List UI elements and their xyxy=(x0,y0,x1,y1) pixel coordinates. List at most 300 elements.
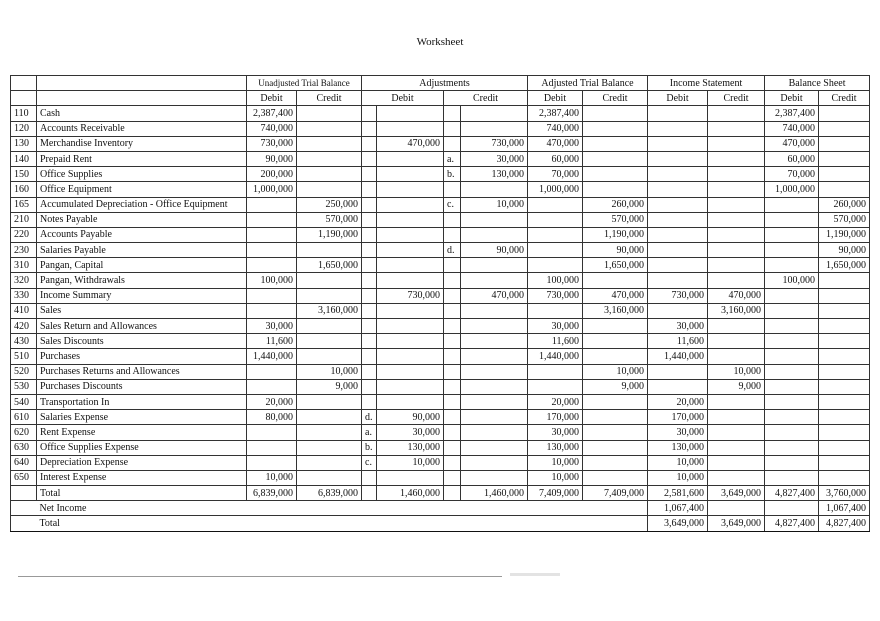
adj-credit-ref xyxy=(444,394,461,409)
table-row xyxy=(11,394,870,409)
is-debit xyxy=(648,197,708,212)
atb-credit xyxy=(583,106,648,121)
is-credit xyxy=(708,182,765,197)
table-row xyxy=(11,425,870,440)
account-name: Rent Expense xyxy=(37,425,247,440)
bs-credit xyxy=(819,106,870,121)
adj-credit xyxy=(461,425,528,440)
is-credit xyxy=(708,258,765,273)
adj-credit xyxy=(461,319,528,334)
utb-debit: 10,000 xyxy=(247,470,297,485)
bs-debit: 100,000 xyxy=(765,273,819,288)
utb-credit xyxy=(297,470,362,485)
bs-credit xyxy=(819,167,870,182)
page-title: Worksheet xyxy=(416,36,464,48)
is-debit: 20,000 xyxy=(648,394,708,409)
table-row xyxy=(11,470,870,485)
utb-credit xyxy=(297,334,362,349)
adj-debit-ref xyxy=(362,273,377,288)
table-row xyxy=(11,455,870,470)
adj-credit-ref: b. xyxy=(444,167,461,182)
account-name: Sales Return and Allowances xyxy=(37,319,247,334)
adj-debit-ref xyxy=(362,167,377,182)
utb-credit xyxy=(297,440,362,455)
utb-credit xyxy=(297,182,362,197)
is-credit xyxy=(708,167,765,182)
adj-credit xyxy=(461,440,528,455)
is-credit xyxy=(708,136,765,151)
adj-credit xyxy=(461,334,528,349)
net-income-label: Net Income xyxy=(37,501,648,516)
footer-mark xyxy=(510,573,560,576)
is-credit xyxy=(708,349,765,364)
bs-credit xyxy=(819,364,870,379)
group-header-income: Income Statement xyxy=(648,76,765,91)
account-name: Salaries Expense xyxy=(37,410,247,425)
header-blank xyxy=(11,91,37,106)
grand-total-row xyxy=(11,516,870,531)
adj-credit-ref xyxy=(444,455,461,470)
account-number: 620 xyxy=(11,425,37,440)
adj-debit-ref xyxy=(362,364,377,379)
utb-credit: 3,160,000 xyxy=(297,303,362,318)
adj-debit-ref: a. xyxy=(362,425,377,440)
cell-blank xyxy=(362,486,377,501)
is-credit: 9,000 xyxy=(708,379,765,394)
adj-credit-ref xyxy=(444,106,461,121)
adj-credit: 130,000 xyxy=(461,167,528,182)
adj-credit-ref xyxy=(444,227,461,242)
atb-debit: 11,600 xyxy=(528,334,583,349)
utb-debit xyxy=(247,440,297,455)
atb-credit: 1,650,000 xyxy=(583,258,648,273)
adj-debit xyxy=(377,227,444,242)
is-debit xyxy=(648,227,708,242)
utb-debit: 730,000 xyxy=(247,136,297,151)
utb-credit xyxy=(297,410,362,425)
is-credit xyxy=(708,410,765,425)
adj-debit xyxy=(377,273,444,288)
utb-debit xyxy=(247,258,297,273)
atb-debit: 30,000 xyxy=(528,319,583,334)
atb-debit xyxy=(528,197,583,212)
atb-credit: 1,190,000 xyxy=(583,227,648,242)
utb-debit: 1,000,000 xyxy=(247,182,297,197)
utb-credit xyxy=(297,243,362,258)
atb-credit: 470,000 xyxy=(583,288,648,303)
bs-credit: 260,000 xyxy=(819,197,870,212)
utb-debit xyxy=(247,425,297,440)
total-atb-credit: 7,409,000 xyxy=(583,486,648,501)
is-credit xyxy=(708,273,765,288)
account-name: Office Supplies xyxy=(37,167,247,182)
account-number: 220 xyxy=(11,227,37,242)
is-debit: 11,600 xyxy=(648,334,708,349)
utb-credit: 1,190,000 xyxy=(297,227,362,242)
account-number: 210 xyxy=(11,212,37,227)
table-row xyxy=(11,227,870,242)
utb-credit: 1,650,000 xyxy=(297,258,362,273)
header-blank xyxy=(37,91,247,106)
is-credit xyxy=(708,470,765,485)
adj-credit xyxy=(461,182,528,197)
account-name: Accumulated Depreciation - Office Equipment xyxy=(37,197,247,212)
utb-debit: 100,000 xyxy=(247,273,297,288)
atb-debit: 170,000 xyxy=(528,410,583,425)
is-debit xyxy=(648,182,708,197)
adj-credit-ref xyxy=(444,258,461,273)
account-number: 150 xyxy=(11,167,37,182)
utb-credit: 250,000 xyxy=(297,197,362,212)
adj-credit xyxy=(461,303,528,318)
is-credit xyxy=(708,106,765,121)
table-row xyxy=(11,319,870,334)
adj-credit-ref xyxy=(444,334,461,349)
account-name: Office Supplies Expense xyxy=(37,440,247,455)
utb-credit xyxy=(297,349,362,364)
account-number: 610 xyxy=(11,410,37,425)
adj-debit-ref xyxy=(362,106,377,121)
utb-debit xyxy=(247,212,297,227)
table-row xyxy=(11,151,870,166)
table-row xyxy=(11,106,870,121)
is-credit: 10,000 xyxy=(708,364,765,379)
adj-debit-ref xyxy=(362,303,377,318)
utb-debit: 30,000 xyxy=(247,319,297,334)
account-name: Transportation In xyxy=(37,394,247,409)
is-debit xyxy=(648,151,708,166)
adj-debit-ref xyxy=(362,349,377,364)
group-header-row xyxy=(11,76,870,91)
adj-debit-ref xyxy=(362,258,377,273)
utb-credit xyxy=(297,121,362,136)
adj-credit xyxy=(461,227,528,242)
adj-credit-ref xyxy=(444,364,461,379)
adj-credit xyxy=(461,455,528,470)
account-name: Merchandise Inventory xyxy=(37,136,247,151)
bs-debit xyxy=(765,470,819,485)
is-credit xyxy=(708,440,765,455)
bs-credit: 570,000 xyxy=(819,212,870,227)
atb-debit: 20,000 xyxy=(528,394,583,409)
total-label: Total xyxy=(37,486,247,501)
bs-debit xyxy=(765,212,819,227)
bs-debit xyxy=(765,258,819,273)
atb-debit xyxy=(528,258,583,273)
account-number: 510 xyxy=(11,349,37,364)
bs-debit xyxy=(765,319,819,334)
adj-credit xyxy=(461,121,528,136)
atb-debit: 730,000 xyxy=(528,288,583,303)
total-adj-debit: 1,460,000 xyxy=(377,486,444,501)
bs-debit xyxy=(765,288,819,303)
bs-debit xyxy=(765,425,819,440)
adj-debit: 10,000 xyxy=(377,455,444,470)
adj-debit-ref xyxy=(362,379,377,394)
adj-credit-ref xyxy=(444,182,461,197)
atb-debit xyxy=(528,303,583,318)
bs-debit xyxy=(765,455,819,470)
account-name: Office Equipment xyxy=(37,182,247,197)
is-credit: 3,160,000 xyxy=(708,303,765,318)
is-credit xyxy=(708,425,765,440)
adj-credit-ref xyxy=(444,303,461,318)
adj-debit-ref xyxy=(362,197,377,212)
atb-credit: 570,000 xyxy=(583,212,648,227)
grand-total-is-debit: 3,649,000 xyxy=(648,516,708,531)
bs-debit: 2,387,400 xyxy=(765,106,819,121)
table-row xyxy=(11,212,870,227)
is-credit xyxy=(708,212,765,227)
adj-credit-ref xyxy=(444,349,461,364)
account-number: 530 xyxy=(11,379,37,394)
atb-credit xyxy=(583,440,648,455)
bs-debit xyxy=(765,394,819,409)
account-name: Cash xyxy=(37,106,247,121)
account-name: Purchases Returns and Allowances xyxy=(37,364,247,379)
account-name: Purchases xyxy=(37,349,247,364)
footer-divider xyxy=(18,576,502,577)
account-name: Accounts Payable xyxy=(37,227,247,242)
utb-credit: 570,000 xyxy=(297,212,362,227)
is-debit: 170,000 xyxy=(648,410,708,425)
account-number: 520 xyxy=(11,364,37,379)
adj-credit-ref xyxy=(444,212,461,227)
utb-debit xyxy=(247,197,297,212)
atb-credit: 9,000 xyxy=(583,379,648,394)
table-row xyxy=(11,303,870,318)
adj-credit xyxy=(461,212,528,227)
cell-blank xyxy=(11,486,37,501)
bs-credit xyxy=(819,379,870,394)
bs-debit: 740,000 xyxy=(765,121,819,136)
is-debit xyxy=(648,258,708,273)
bs-credit xyxy=(819,151,870,166)
is-credit-header: Credit xyxy=(708,91,765,106)
net-income-is-debit: 1,067,400 xyxy=(648,501,708,516)
total-bs-debit: 4,827,400 xyxy=(765,486,819,501)
is-credit xyxy=(708,243,765,258)
utb-credit-header: Credit xyxy=(297,91,362,106)
is-credit xyxy=(708,227,765,242)
adj-debit xyxy=(377,303,444,318)
is-debit: 1,440,000 xyxy=(648,349,708,364)
is-credit: 470,000 xyxy=(708,288,765,303)
adj-credit: 90,000 xyxy=(461,243,528,258)
adj-credit xyxy=(461,106,528,121)
account-number: 165 xyxy=(11,197,37,212)
atb-credit: 90,000 xyxy=(583,243,648,258)
adj-credit-ref: c. xyxy=(444,197,461,212)
account-name: Notes Payable xyxy=(37,212,247,227)
adj-debit-ref xyxy=(362,182,377,197)
atb-credit xyxy=(583,410,648,425)
utb-debit: 11,600 xyxy=(247,334,297,349)
atb-debit: 740,000 xyxy=(528,121,583,136)
adj-debit-ref: b. xyxy=(362,440,377,455)
table-row xyxy=(11,182,870,197)
adj-debit xyxy=(377,212,444,227)
is-credit xyxy=(708,151,765,166)
utb-credit xyxy=(297,151,362,166)
atb-credit xyxy=(583,455,648,470)
adj-credit-ref xyxy=(444,136,461,151)
utb-debit xyxy=(247,364,297,379)
bs-credit-header: Credit xyxy=(819,91,870,106)
utb-debit xyxy=(247,379,297,394)
bs-credit xyxy=(819,349,870,364)
utb-debit xyxy=(247,303,297,318)
bs-debit xyxy=(765,349,819,364)
bs-credit xyxy=(819,410,870,425)
is-debit xyxy=(648,379,708,394)
bs-debit xyxy=(765,243,819,258)
adj-debit-ref xyxy=(362,151,377,166)
atb-credit xyxy=(583,334,648,349)
bs-credit xyxy=(819,182,870,197)
adj-credit xyxy=(461,273,528,288)
utb-credit: 9,000 xyxy=(297,379,362,394)
is-debit xyxy=(648,364,708,379)
utb-credit xyxy=(297,167,362,182)
table-row xyxy=(11,364,870,379)
adj-debit-ref xyxy=(362,227,377,242)
worksheet-table xyxy=(10,75,870,532)
total-utb-debit: 6,839,000 xyxy=(247,486,297,501)
atb-credit: 10,000 xyxy=(583,364,648,379)
atb-credit xyxy=(583,394,648,409)
bs-debit: 1,000,000 xyxy=(765,182,819,197)
adj-credit-ref xyxy=(444,470,461,485)
adj-debit-ref xyxy=(362,288,377,303)
atb-debit: 30,000 xyxy=(528,425,583,440)
account-number: 110 xyxy=(11,106,37,121)
atb-debit xyxy=(528,379,583,394)
cell-blank xyxy=(11,501,37,516)
is-debit-header: Debit xyxy=(648,91,708,106)
atb-credit: 3,160,000 xyxy=(583,303,648,318)
cell-blank xyxy=(444,486,461,501)
adj-credit xyxy=(461,364,528,379)
adj-debit: 470,000 xyxy=(377,136,444,151)
cell-blank xyxy=(765,501,819,516)
utb-debit xyxy=(247,243,297,258)
bs-credit xyxy=(819,288,870,303)
adj-credit xyxy=(461,349,528,364)
account-number: 230 xyxy=(11,243,37,258)
is-credit xyxy=(708,334,765,349)
adj-credit-ref: d. xyxy=(444,243,461,258)
is-debit: 130,000 xyxy=(648,440,708,455)
atb-debit: 10,000 xyxy=(528,470,583,485)
bs-credit xyxy=(819,334,870,349)
utb-debit xyxy=(247,227,297,242)
atb-credit xyxy=(583,182,648,197)
table-row xyxy=(11,167,870,182)
is-credit xyxy=(708,394,765,409)
adj-debit-ref xyxy=(362,243,377,258)
atb-credit xyxy=(583,425,648,440)
is-debit: 30,000 xyxy=(648,319,708,334)
adj-debit xyxy=(377,121,444,136)
account-name: Prepaid Rent xyxy=(37,151,247,166)
atb-debit xyxy=(528,227,583,242)
adj-credit-ref: a. xyxy=(444,151,461,166)
adj-debit-ref xyxy=(362,334,377,349)
account-name: Pangan, Withdrawals xyxy=(37,273,247,288)
bs-credit xyxy=(819,394,870,409)
adj-credit-ref xyxy=(444,288,461,303)
adj-debit-header: Debit xyxy=(362,91,444,106)
total-utb-credit: 6,839,000 xyxy=(297,486,362,501)
bs-debit xyxy=(765,334,819,349)
account-number: 120 xyxy=(11,121,37,136)
table-row xyxy=(11,121,870,136)
account-number: 130 xyxy=(11,136,37,151)
account-number: 330 xyxy=(11,288,37,303)
bs-credit xyxy=(819,136,870,151)
utb-credit xyxy=(297,394,362,409)
adj-debit-ref: c. xyxy=(362,455,377,470)
bs-debit xyxy=(765,303,819,318)
account-name: Interest Expense xyxy=(37,470,247,485)
adj-credit xyxy=(461,379,528,394)
adj-credit xyxy=(461,410,528,425)
net-income-bs-credit: 1,067,400 xyxy=(819,501,870,516)
utb-debit xyxy=(247,455,297,470)
table-row xyxy=(11,197,870,212)
account-number: 410 xyxy=(11,303,37,318)
atb-debit xyxy=(528,243,583,258)
utb-debit: 80,000 xyxy=(247,410,297,425)
is-debit xyxy=(648,121,708,136)
account-name: Sales xyxy=(37,303,247,318)
utb-debit: 200,000 xyxy=(247,167,297,182)
is-debit: 30,000 xyxy=(648,425,708,440)
grand-total-label: Total xyxy=(37,516,648,531)
cell-blank xyxy=(11,516,37,531)
adj-credit-ref xyxy=(444,440,461,455)
utb-debit xyxy=(247,288,297,303)
atb-debit: 130,000 xyxy=(528,440,583,455)
bs-credit: 1,190,000 xyxy=(819,227,870,242)
header-blank xyxy=(11,76,37,91)
is-debit: 10,000 xyxy=(648,455,708,470)
adj-debit xyxy=(377,379,444,394)
account-number: 420 xyxy=(11,319,37,334)
bs-credit xyxy=(819,470,870,485)
bs-debit: 470,000 xyxy=(765,136,819,151)
adj-credit xyxy=(461,470,528,485)
adj-debit-ref: d. xyxy=(362,410,377,425)
is-debit: 730,000 xyxy=(648,288,708,303)
is-credit xyxy=(708,455,765,470)
total-is-debit: 2,581,600 xyxy=(648,486,708,501)
utb-credit xyxy=(297,288,362,303)
account-name: Salaries Payable xyxy=(37,243,247,258)
account-name: Sales Discounts xyxy=(37,334,247,349)
bs-credit: 90,000 xyxy=(819,243,870,258)
adj-debit xyxy=(377,258,444,273)
bs-credit xyxy=(819,273,870,288)
bs-debit xyxy=(765,364,819,379)
atb-credit xyxy=(583,136,648,151)
adj-debit-ref xyxy=(362,470,377,485)
account-name: Income Summary xyxy=(37,288,247,303)
atb-debit-header: Debit xyxy=(528,91,583,106)
total-atb-debit: 7,409,000 xyxy=(528,486,583,501)
atb-debit: 10,000 xyxy=(528,455,583,470)
